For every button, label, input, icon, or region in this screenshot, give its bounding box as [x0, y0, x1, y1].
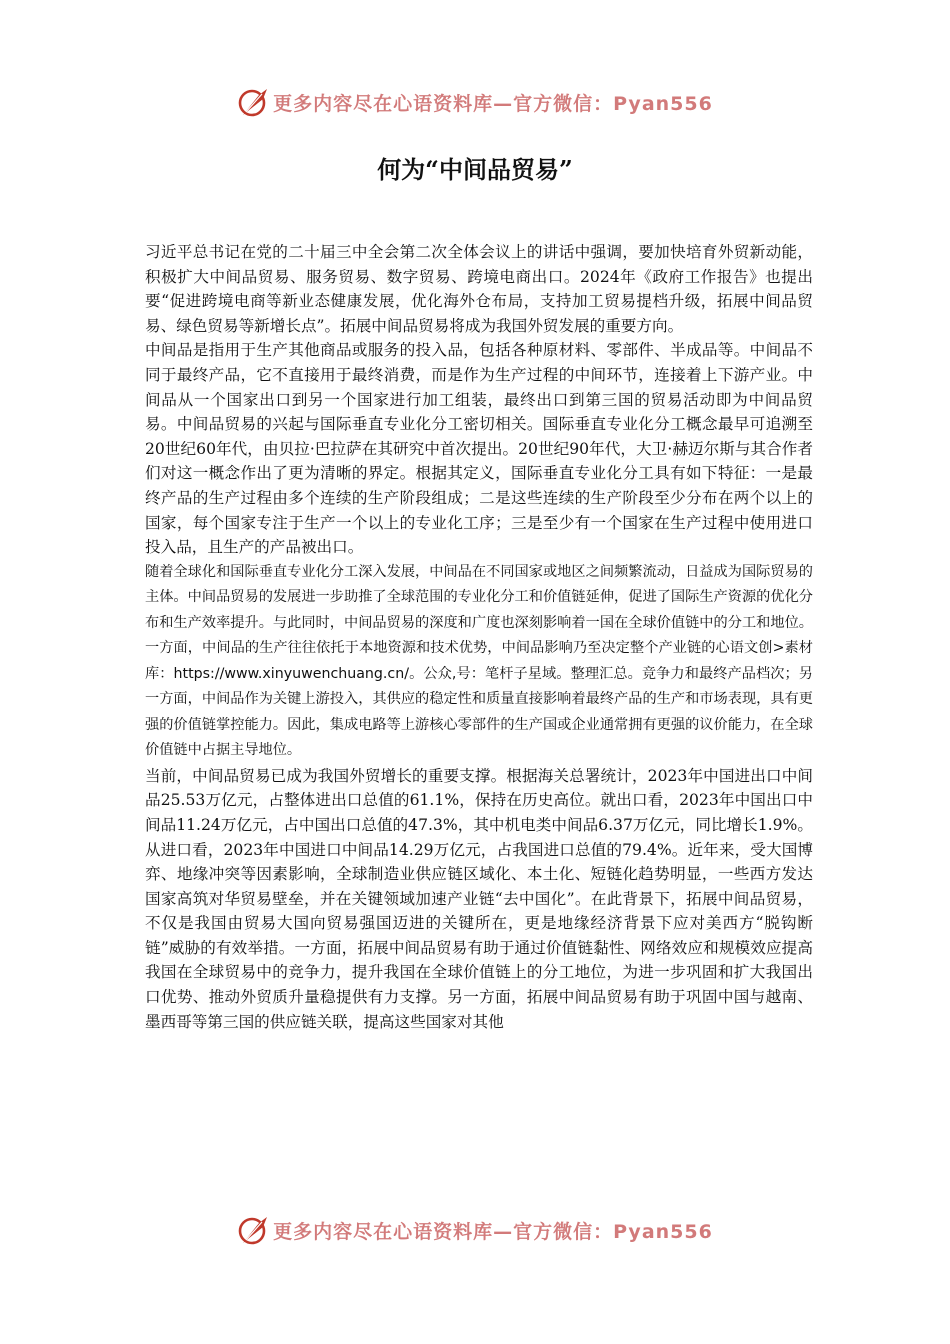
header-banner	[0, 82, 950, 122]
quill-logo-icon	[237, 1213, 271, 1247]
page-title: 何为“中间品贸易”	[377, 155, 573, 184]
paragraph-3: 随着全球化和国际垂直专业化分工深入发展，中间品在不同国家或地区之间频繁流动，日益成为国际贸易的主体。中间品贸易的发展进一步助推了全球范围的专业化分工和价值链延伸，促进了国际生产资源的优化分布和生产效率提升。与此同时，中间品贸易的深度和广度也深刻影响着一国在全球价值链中的分工和地位。一方面，中间品的生产往往依托于本地资源和技术优势，中间品影响乃至决定整个产业链的心语文创>素材库：https://www.xinyuwenchuang.cn/。公众,号：笔杆子星域。整理汇总。竞争力和最终产品档次；另一方面，中间品作为关键上游投入，其供应的稳定性和质量直接影响着最终产品的生产和市场表现，具有更强的价值链掌控能力。因此，集成电路等上游核心零部件的生产国或企业通常拥有更强的议价能力，在全球价值链中占据主导地位。	[145, 563, 813, 759]
footer-banner	[0, 1210, 950, 1250]
paragraph-4: 当前，中间品贸易已成为我国外贸增长的重要支撑。根据海关总署统计，2023年中国进出口中间品25.53万亿元，占整体进出口总值的61.1%，保持在历史高位。就出口看，2023年中国出口中间品11.24万亿元，占中国出口总值的47.3%，其中机电类中间品6.37万亿元，同比增长1.9%。从进口看，2023年中国进口中间品14.29万亿元，占我国进口总值的79.4%。近年来，受大国博弈、地缘冲突等因素影响，全球制造业供应链区域化、本土化、短链化趋势明显，一些西方发达国家高筑对华贸易壁垒，并在关键领域加速产业链“去中国化”。在此背景下，拓展中间品贸易，不仅是我国由贸易大国向贸易强国迈进的关键所在，更是地缘经济背景下应对美西方“脱钩断链”威胁的有效举措。一方面，拓展中间品贸易有助于通过价值链黏性、网络效应和规模效应提高我国在全球贸易中的竞争力，提升我国在全球价值链上的分工地位，为进一步巩固和扩大我国出口优势、推动外贸质升量稳提供有力支撑。另一方面，拓展中间品贸易有助于巩固中国与越南、墨西哥等第三国的供应链关联，提高这些国家对其他	[145, 766, 813, 1031]
quill-logo-icon	[237, 85, 271, 119]
article-body	[145, 240, 813, 1034]
header-banner-text: 更多内容尽在心语资料库—官方微信：Pyan556	[273, 92, 713, 115]
paragraph-1: 习近平总书记在党的二十届三中全会第二次全体会议上的讲话中强调，要加快培育外贸新动能，积极扩大中间品贸易、服务贸易、数字贸易、跨境电商出口。2024年《政府工作报告》也提出要“促进跨境电商等新业态健康发展，优化海外仓布局，支持加工贸易提档升级，拓展中间品贸易、绿色贸易等新增长点”。拓展中间品贸易将成为我国外贸发展的重要方向。	[145, 243, 813, 335]
paragraph-2: 中间品是指用于生产其他商品或服务的投入品，包括各种原材料、零部件、半成品等。中间品不同于最终产品，它不直接用于最终消费，而是作为生产过程的中间环节，连接着上下游产业。中间品从一个国家出口到另一个国家进行加工组装，最终出口到第三国的贸易活动即为中间品贸易。中间品贸易的兴起与国际垂直专业化分工密切相关。国际垂直专业化分工概念最早可追溯至20世纪60年代，由贝拉·巴拉萨在其研究中首次提出。20世纪90年代，大卫·赫迈尔斯与其合作者们对这一概念作出了更为清晰的界定。根据其定义，国际垂直专业化分工具有如下特征：一是最终产品的生产过程由多个连续的生产阶段组成；二是这些连续的生产阶段至少分布在两个以上的国家，每个国家专注于生产一个以上的专业化工序；三是至少有一个国家在生产过程中使用进口投入品，且生产的产品被出口。	[145, 341, 813, 557]
footer-banner-text: 更多内容尽在心语资料库—官方微信：Pyan556	[273, 1220, 713, 1243]
